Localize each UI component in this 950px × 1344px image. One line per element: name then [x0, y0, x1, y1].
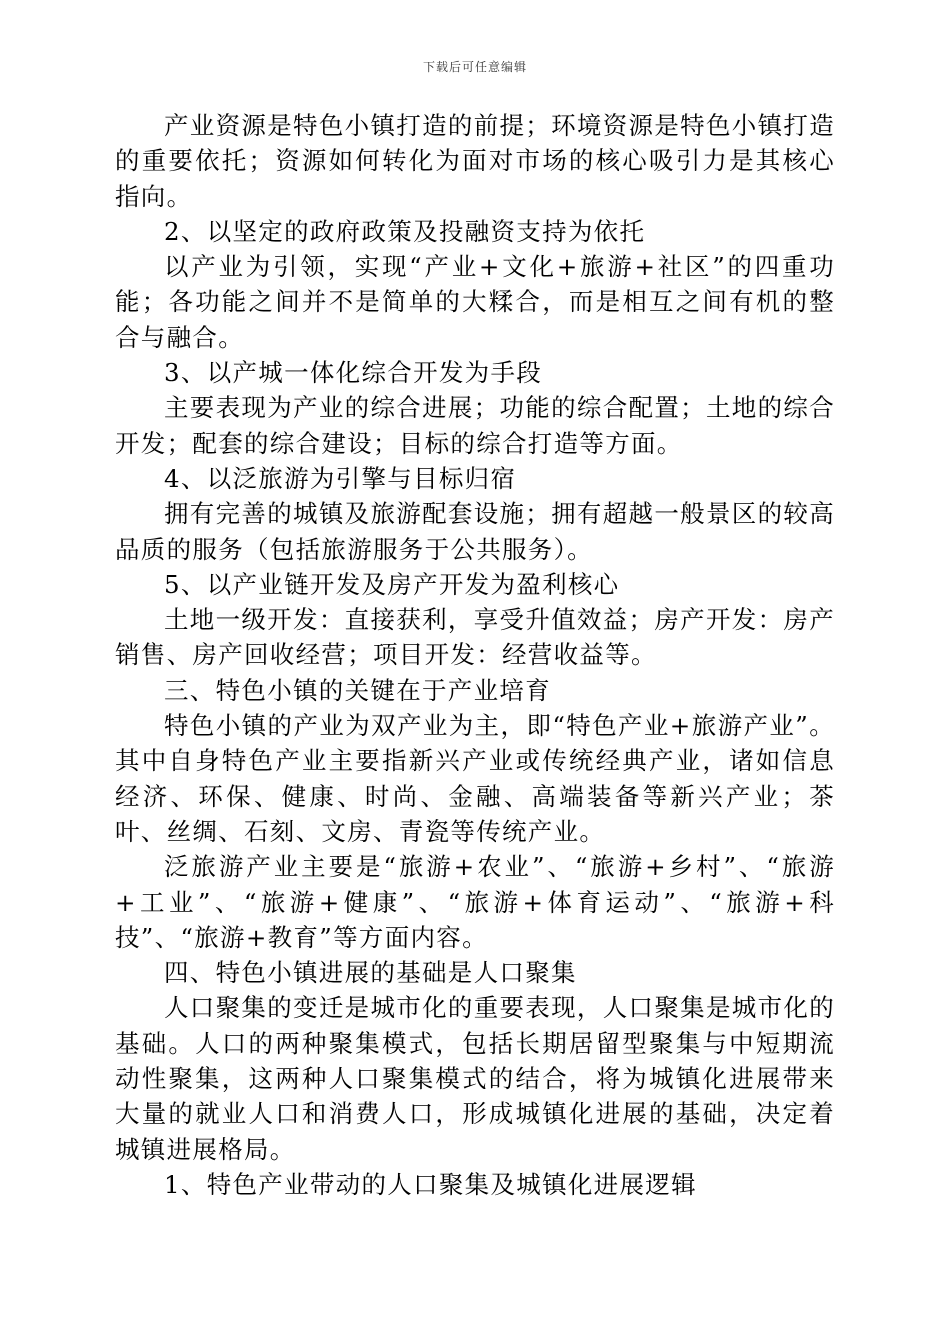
paragraph-four-functions: 以产业为引领，实现“产业+文化+旅游+社区”的四重功能；各功能之间并不是简单的大糅合，而是相互之间有机的整合与融合。: [115, 252, 835, 352]
paragraph-integrated-development: 主要表现为产业的综合进展；功能的综合配置；土地的综合开发；配套的综合建设；目标的综合打造等方面。: [115, 393, 835, 458]
document-body: [115, 108, 835, 1202]
paragraph-pan-tourism: 拥有完善的城镇及旅游配套设施；拥有超越一般景区的较高品质的服务（包括旅游服务于公共服务）。: [115, 499, 835, 564]
heading-integrated-development: 3、以产城一体化综合开发为手段: [164, 358, 543, 388]
heading-industry-cultivation: 三、特色小镇的关键在于产业培育: [164, 675, 551, 705]
paragraph-population-gathering: 人口聚集的变迁是城市化的重要表现，人口聚集是城市化的基础。人口的两种聚集模式，包括长期居留型聚集与中短期流动性聚集，这两种人口聚集模式的结合，将为城镇化进展带来大量的就业人口和消费人口，形成城镇化进展的基础，决定着城镇进展格局。: [115, 993, 835, 1164]
heading-profit-core: 5、以产业链开发及房产开发为盈利核心: [164, 569, 620, 599]
heading-industry-driven-urbanization: 1、特色产业带动的人口聚集及城镇化进展逻辑: [164, 1169, 697, 1199]
paragraph-pan-tourism-industry: 泛旅游产业主要是“旅游+农业”、“旅游+乡村”、“旅游+工业”、“旅游+健康”、“旅游+体育运动”、“旅游+科技”、“旅游+教育”等方面内容。: [115, 852, 835, 952]
heading-policy-support: 2、以坚定的政府政策及投融资支持为依托: [164, 216, 646, 246]
paragraph-profit-core: 土地一级开发：直接获利，享受升值效益；房产开发：房产销售、房产回收经营；项目开发：经营收益等。: [115, 605, 835, 670]
paragraph-dual-industry: 特色小镇的产业为双产业为主，即“特色产业+旅游产业”。其中自身特色产业主要指新兴产业或传统经典产业，诸如信息经济、环保、健康、时尚、金融、高端装备等新兴产业；茶叶、丝绸、石刻、文房、青瓷等传统产业。: [115, 711, 835, 846]
heading-pan-tourism: 4、以泛旅游为引擎与目标归宿: [164, 463, 517, 493]
heading-population-gathering: 四、特色小镇进展的基础是人口聚集: [164, 958, 577, 988]
header-note: 下载后可任意编辑: [422, 60, 527, 74]
paragraph-resources: 产业资源是特色小镇打造的前提；环境资源是特色小镇打造的重要依托；资源如何转化为面对市场的核心吸引力是其核心指向。: [115, 111, 835, 211]
